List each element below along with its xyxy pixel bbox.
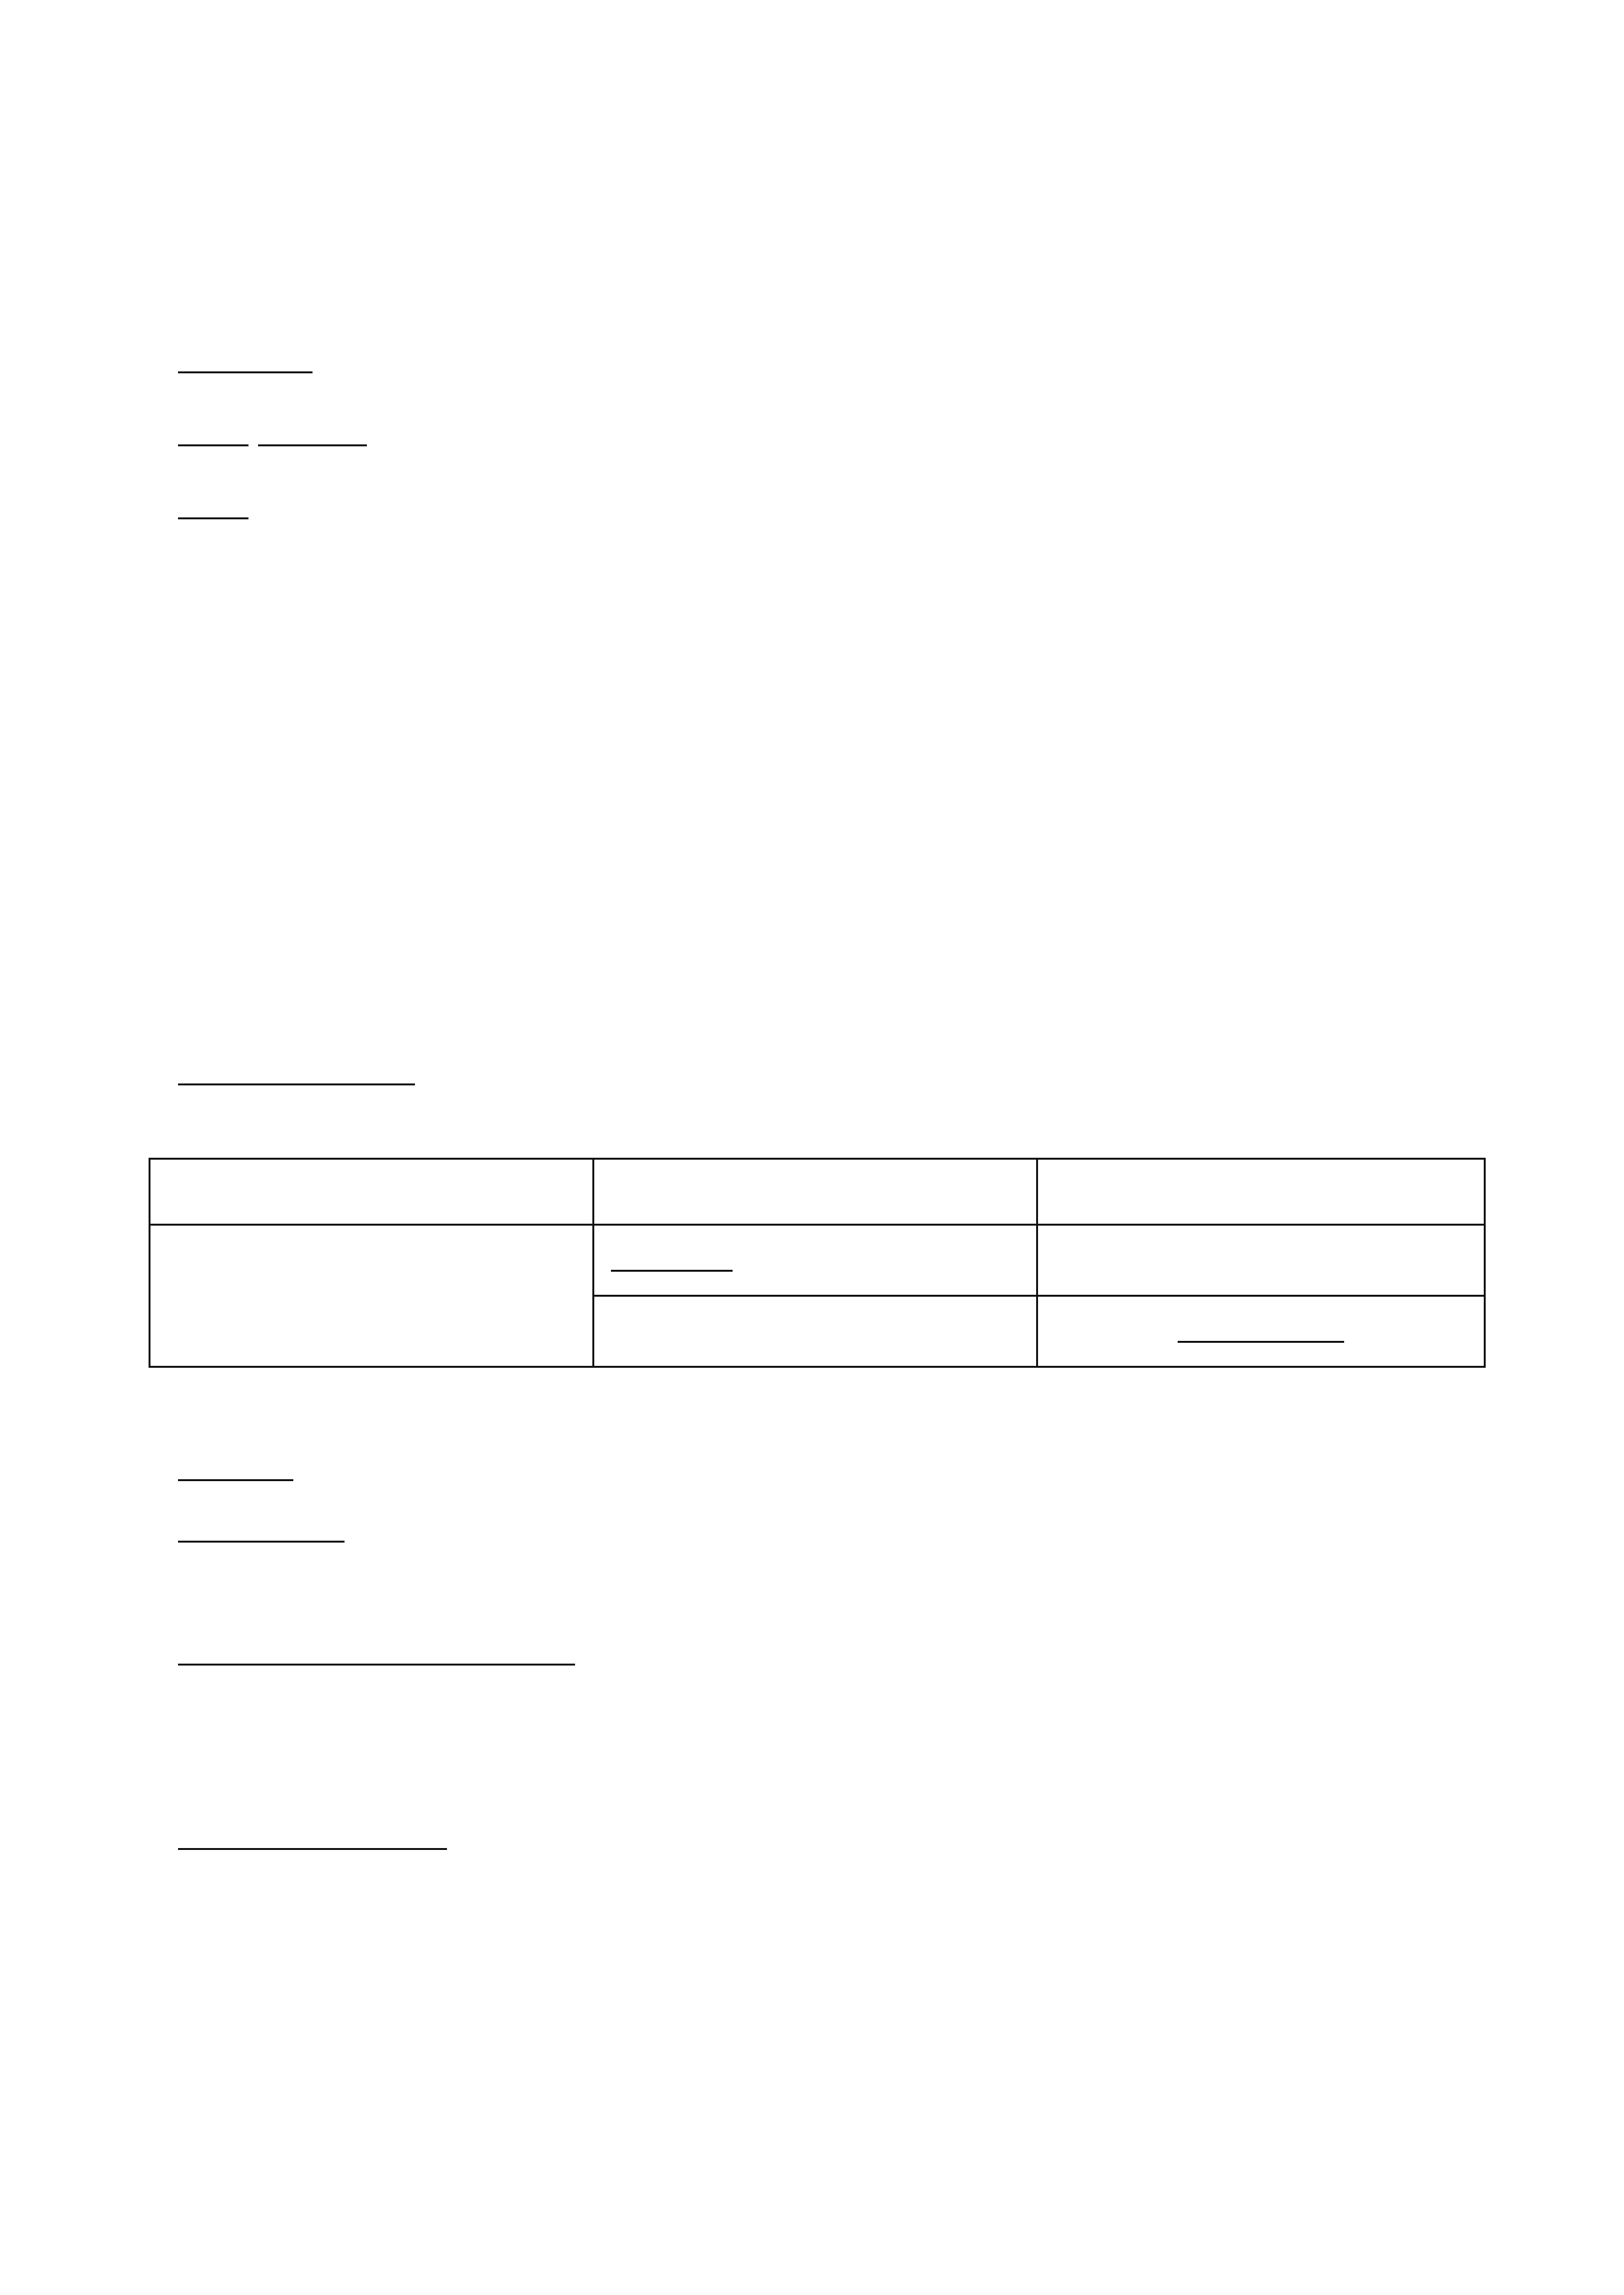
header-conclusion [1037, 1159, 1484, 1225]
header-phenomenon [593, 1159, 1037, 1225]
answer-blank[interactable] [1178, 1313, 1344, 1343]
phenomenon-cell [593, 1296, 1037, 1367]
answer-blank[interactable] [178, 343, 313, 373]
analysis-line-4 [178, 1635, 575, 1673]
answer-blank[interactable] [258, 416, 367, 446]
analysis-line-1 [178, 1451, 293, 1489]
q2-line-2 [178, 416, 367, 454]
q2-line-1 [178, 343, 313, 381]
table-header-row [150, 1159, 1485, 1225]
answer-blank[interactable] [178, 1635, 575, 1666]
answer-blank[interactable] [178, 1055, 300, 1085]
answer-blank[interactable] [178, 1451, 293, 1481]
analysis-line-2 [178, 1512, 345, 1550]
answer-blank[interactable] [178, 416, 248, 446]
experiment-table [149, 1158, 1486, 1368]
conclusion-cell [1037, 1225, 1484, 1296]
answer-blank[interactable] [300, 1055, 415, 1085]
q2-line-3 [178, 489, 248, 527]
guess-line [178, 1055, 415, 1093]
answer-blank[interactable] [178, 489, 248, 519]
conclusion-cell [1037, 1296, 1484, 1367]
analysis-line-7 [178, 1820, 447, 1858]
answer-blank[interactable] [178, 1820, 447, 1850]
header-operation [150, 1159, 594, 1225]
phenomenon-cell [593, 1225, 1037, 1296]
table-row [150, 1225, 1485, 1296]
answer-blank[interactable] [611, 1242, 733, 1272]
answer-blank[interactable] [178, 1512, 345, 1543]
operation-cell [150, 1225, 594, 1367]
